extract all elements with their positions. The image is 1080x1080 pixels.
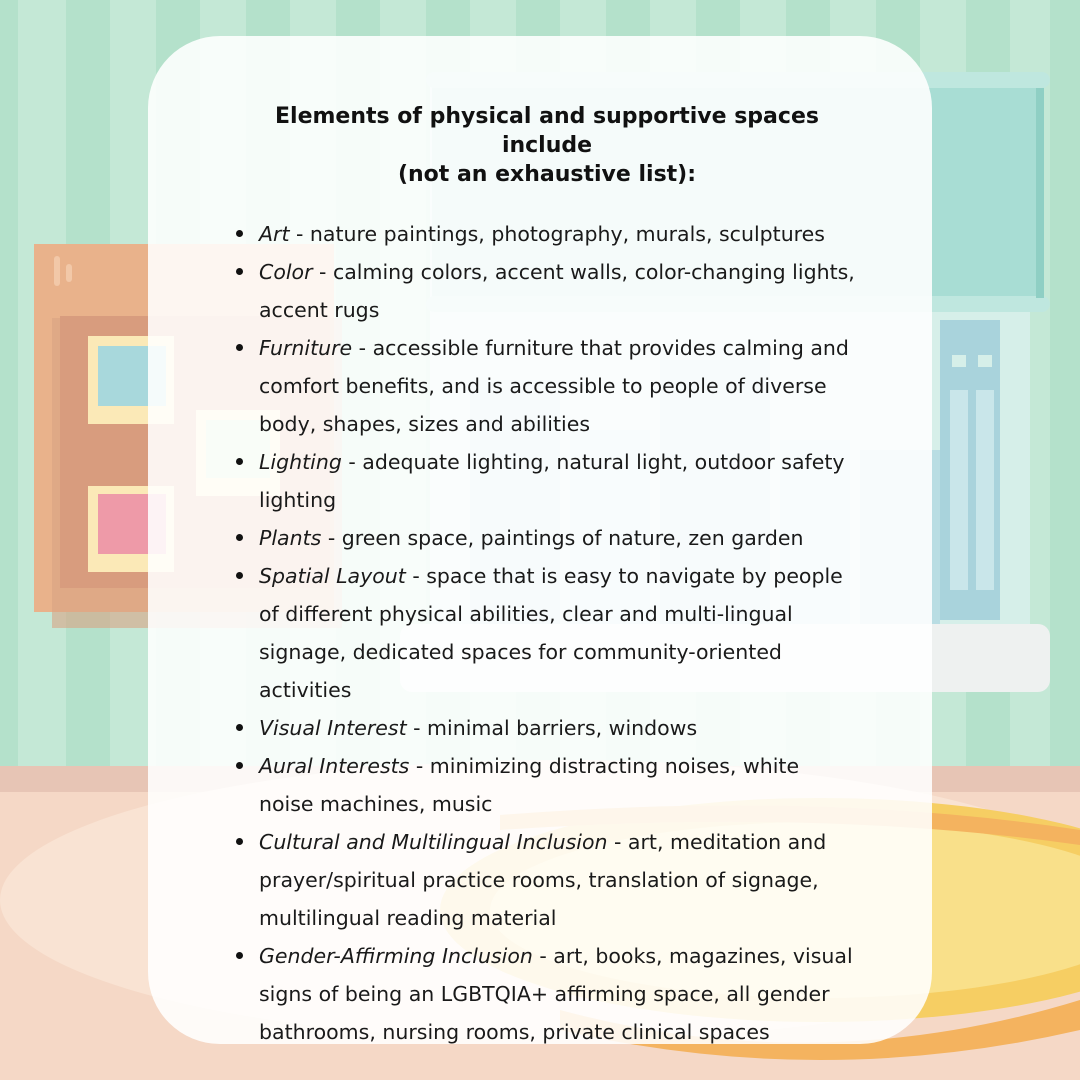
item-description: - art, meditation and prayer/spiritual practice rooms, translation of signage, multilingual reading material <box>259 830 827 930</box>
elements-list <box>236 215 858 1051</box>
item-term: Aural Interests <box>259 754 410 778</box>
item-term: Color <box>259 260 313 284</box>
item-term: Cultural and Multilingual Inclusion <box>259 830 608 854</box>
item-description: - space that is easy to navigate by people of different physical abilities, clear and multi-lingual signage, dedicated spaces for community-oriented activities <box>259 564 843 702</box>
item-description: - adequate lighting, natural light, outdoor safety lighting <box>259 450 845 512</box>
list-item <box>236 937 858 1051</box>
list-item <box>236 519 858 557</box>
list-item <box>236 747 858 823</box>
item-term: Gender-Affirming Inclusion <box>259 944 533 968</box>
item-term: Furniture <box>259 336 353 360</box>
item-description: - nature paintings, photography, murals, sculptures <box>289 222 825 246</box>
item-term: Plants <box>259 526 322 550</box>
item-term: Art <box>259 222 290 246</box>
item-description: - green space, paintings of nature, zen garden <box>321 526 804 550</box>
item-description: - minimal barriers, windows <box>406 716 698 740</box>
list-item <box>236 443 858 519</box>
list-item <box>236 253 858 329</box>
item-description: - art, books, magazines, visual signs of being an LGBTQIA+ affirming space, all gender bathrooms, nursing rooms, private clinical spaces <box>259 944 853 1044</box>
item-description: - accessible furniture that provides calming and comfort benefits, and is accessible to people of diverse body, shapes, sizes and abilities <box>259 336 849 436</box>
list-item <box>236 557 858 709</box>
list-item <box>236 709 858 747</box>
title-line-1: Elements of physical and supportive spaces include <box>275 104 819 158</box>
list-item <box>236 329 858 443</box>
content-card <box>148 36 932 1044</box>
item-term: Lighting <box>259 450 342 474</box>
item-description: - minimizing distracting noises, white noise machines, music <box>259 754 800 816</box>
title-line-2: (not an exhaustive list): <box>397 162 697 187</box>
item-description: - calming colors, accent walls, color-changing lights, accent rugs <box>259 260 855 322</box>
list-item <box>236 215 858 253</box>
list-item <box>236 823 858 937</box>
page-title <box>236 102 858 189</box>
item-term: Visual Interest <box>259 716 407 740</box>
item-term: Spatial Layout <box>259 564 406 588</box>
